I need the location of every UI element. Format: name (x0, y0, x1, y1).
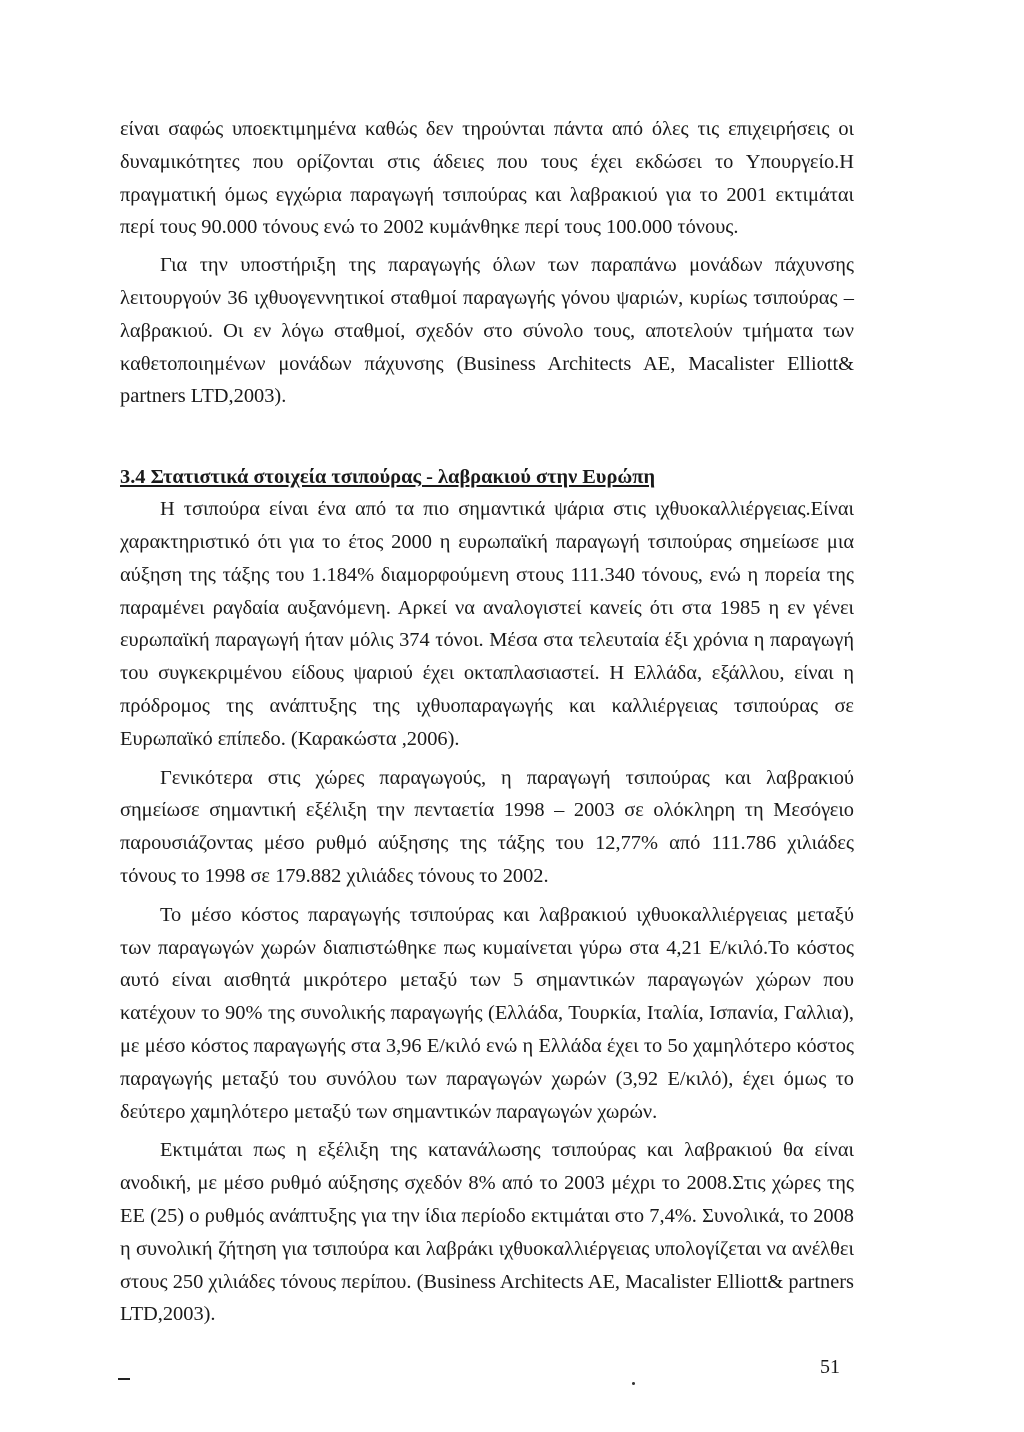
paragraph-production-cost: Το μέσο κόστος παραγωγής τσιπούρας και λαβρακιού ιχθυοκαλλιέργειας μεταξύ των παραγωγών χωρών διαπιστώθηκε πως κυμαίνεται γύρω στα 4,21 Ε/κιλό.Το κόστος αυτό είναι αισθητά μικρότερο μεταξύ των 5 σημαντικών παραγωγών χώρων που κατέχουν το 90% της συνολικής παραγωγής (Ελλάδα, Τουρκία, Ιταλία, Ισπανία, Γαλλια), με μέσο κόστος παραγωγής στα 3,96 Ε/κιλό ενώ η Ελλάδα έχει το 5ο χαμηλότερο κόστος παραγωγής μεταξύ του συνόλου των παραγωγών χωρών (3,92 Ε/κιλό), έχει όμως το δεύτερο χαμηλότερο μεταξύ των σημαντικών παραγωγών χωρών. (120, 903, 854, 1123)
scan-mark (118, 1378, 130, 1380)
paragraph-hatcheries: Για την υποστήριξη της παραγωγής όλων των παραπάνω μονάδων πάχυνσης λειτουργούν 36 ιχθυογεννητικοί σταθμοί παραγωγής γόνου ψαριών, κυρίως τσιπούρας – λαβρακιού. Οι εν λόγω σταθμοί, σχεδόν στο σύνολο τους, αποτελούν τμήματα των καθετοποιημένων μονάδων πάχυνσης (Business Architects AE, Macalister Elliott& partners LTD,2003). (120, 254, 854, 408)
paragraph-consumption-forecast: Εκτιμάται πως η εξέλιξη της κατανάλωσης τσιπούρας και λαβρακιού θα είναι ανοδική, με μέσο ρυθμό αύξησης σχεδόν 8% από το 2003 μέχρι το 2008.Στις χώρες της ΕΕ (25) ο ρυθμός ανάπτυξης για την ίδια περίοδο εκτιμάται στο 7,4%. Συνολικά, το 2008 η συνολική ζήτηση για τσιπούρα και λαβράκι ιχθυοκαλλιέργειας υπολογίζεται να ανέλθει στους 250 χιλιάδες τόνους περίπου. (Business Architects AE, Macalister Elliott& partners LTD,2003). (120, 1139, 854, 1326)
section-heading: 3.4 Στατιστικά στοιχεία τσιπούρας - λαβρακιού στην Ευρώπη (120, 466, 656, 489)
page-number: 51 (820, 1356, 840, 1378)
paragraph-continuation: είναι σαφώς υποεκτιμημένα καθώς δεν τηρούνται πάντα από όλες τις επιχειρήσεις οι δυναμικότητες που ορίζονται στις άδειες που τους έχει εκδώσει το Υπουργείο.Η πραγματική όμως εγχώρια παραγωγή τσιπούρας και λαβρακιού για το 2001 εκτιμάται περί τους 90.000 τόνους ενώ το 2002 κυμάνθηκε περί τους 100.000 τόνους. (120, 118, 854, 239)
page-body (120, 113, 854, 1331)
paragraph-mediterranean-growth: Γενικότερα στις χώρες παραγωγούς, η παραγωγή τσιπούρας και λαβρακιού σημείωσε σημαντική εξέλιξη την πενταετία 1998 – 2003 σε ολόκληρη τη Μεσόγειο παρουσιάζοντας μέσο ρυθμό αύξησης της τάξης του 12,77% από 111.786 χιλιάδες τόνους το 1998 σε 179.882 χιλιάδες τόνους το 2002. (120, 766, 854, 887)
paragraph-europe-production: Η τσιπούρα είναι ένα από τα πιο σημαντικά ψάρια στις ιχθυοκαλλιέργειας.Είναι χαρακτηριστικό ότι για το έτος 2000 η ευρωπαϊκή παραγωγή τσιπούρας σημείωσε μια αύξηση της τάξης του 1.184% διαμορφούμενη στους 111.340 τόνους, ενώ η πορεία της παραμένει ραγδαία αυξανόμενη. Αρκεί να αναλογιστεί κανείς ότι στα 1985 η εν γένει ευρωπαϊκή παραγωγή ήταν μόλις 374 τόνοι. Μέσα στα τελευταία έξι χρόνια η παραγωγή του συγκεκριμένου είδους ψαριού έχει οκταπλασιαστεί. Η Ελλάδα, εξάλλου, είναι η πρόδρομος της ανάπτυξης της ιχθυοπαραγωγής και καλλιέργειας τσιπούρας σε Ευρωπαϊκό επίπεδο. (Καρακώστα ,2006). (120, 498, 854, 750)
scan-dot (632, 1382, 635, 1385)
